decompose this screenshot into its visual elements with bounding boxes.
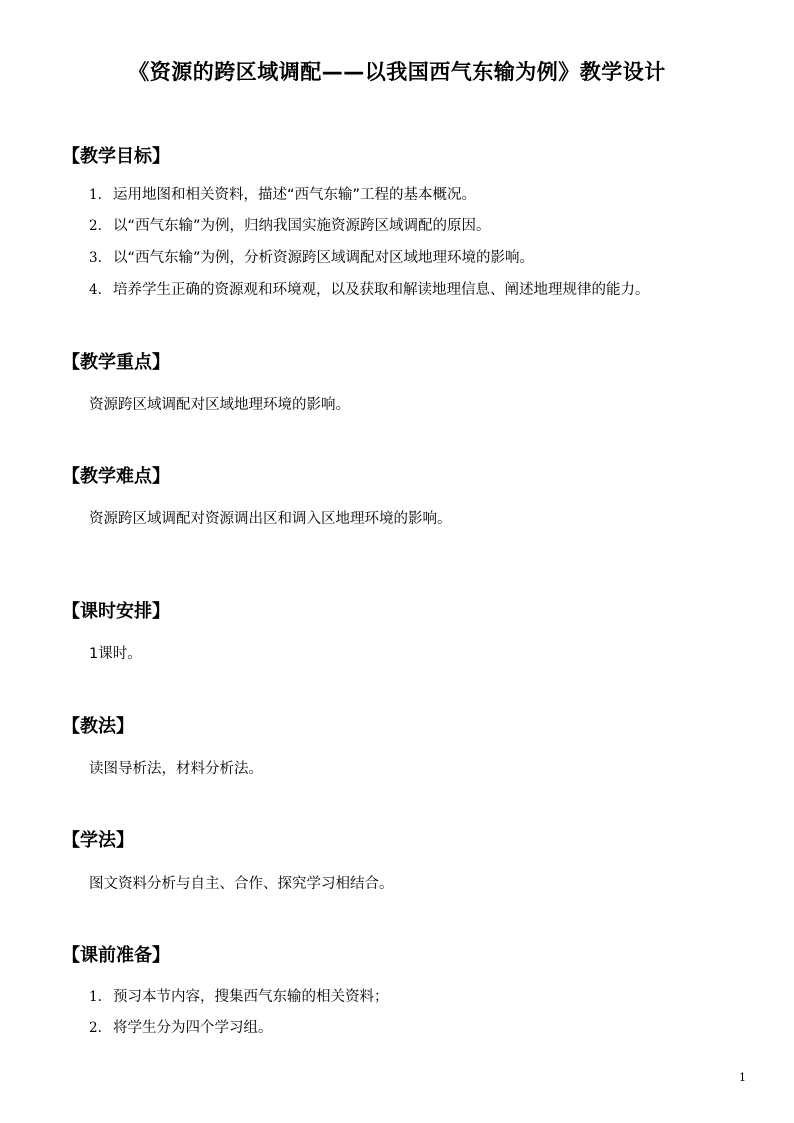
preparation-number: 1. — [89, 989, 102, 1005]
schedule-text: 1课时。 — [89, 646, 142, 662]
preparation-text: 将学生分为四个学习组。 — [113, 1020, 273, 1036]
preparation-number: 2. — [89, 1020, 102, 1036]
teaching-method-text: 读图导析法，材料分析法。 — [89, 761, 263, 777]
document-title: 《资源的跨区域调配——以我国西气东输为例》教学设计 — [128, 60, 666, 84]
learning-method-text: 图文资料分析与自主、合作、探究学习相结合。 — [89, 876, 394, 892]
objective-text: 以“西气东输”为例，分析资源跨区域调配对区域地理环境的影响。 — [113, 250, 535, 266]
objective-item — [89, 183, 476, 204]
preparation-heading: 【课前准备】 — [62, 945, 170, 966]
teaching-method-heading: 【教法】 — [62, 716, 134, 737]
difficulties-heading: 【教学难点】 — [62, 466, 170, 487]
schedule-heading: 【课时安排】 — [62, 601, 170, 622]
preparation-text: 预习本节内容，搜集西气东输的相关资料； — [113, 989, 389, 1005]
key-points-text: 资源跨区域调配对区域地理环境的影响。 — [89, 397, 350, 413]
objective-number: 3. — [89, 250, 102, 266]
objective-item — [89, 214, 491, 235]
objectives-heading: 【教学目标】 — [62, 146, 170, 167]
learning-method-heading: 【学法】 — [62, 830, 134, 851]
objective-text: 运用地图和相关资料，描述“西气东输”工程的基本概况。 — [113, 187, 477, 203]
key-points-heading: 【教学重点】 — [62, 352, 170, 373]
objective-number: 2. — [89, 218, 102, 234]
preparation-item — [89, 1016, 273, 1037]
objective-text: 培养学生正确的资源观和环境观，以及获取和解读地理信息、阐述地理规律的能力。 — [113, 282, 650, 298]
objective-number: 1. — [89, 187, 102, 203]
page-number: 1 — [739, 1071, 746, 1084]
preparation-item — [89, 985, 389, 1006]
objective-number: 4. — [89, 282, 102, 298]
difficulties-text: 资源跨区域调配对资源调出区和调入区地理环境的影响。 — [89, 511, 452, 527]
objective-text: 以“西气东输”为例，归纳我国实施资源跨区域调配的原因。 — [113, 218, 491, 234]
objective-item — [89, 246, 534, 267]
objective-item — [89, 278, 650, 299]
